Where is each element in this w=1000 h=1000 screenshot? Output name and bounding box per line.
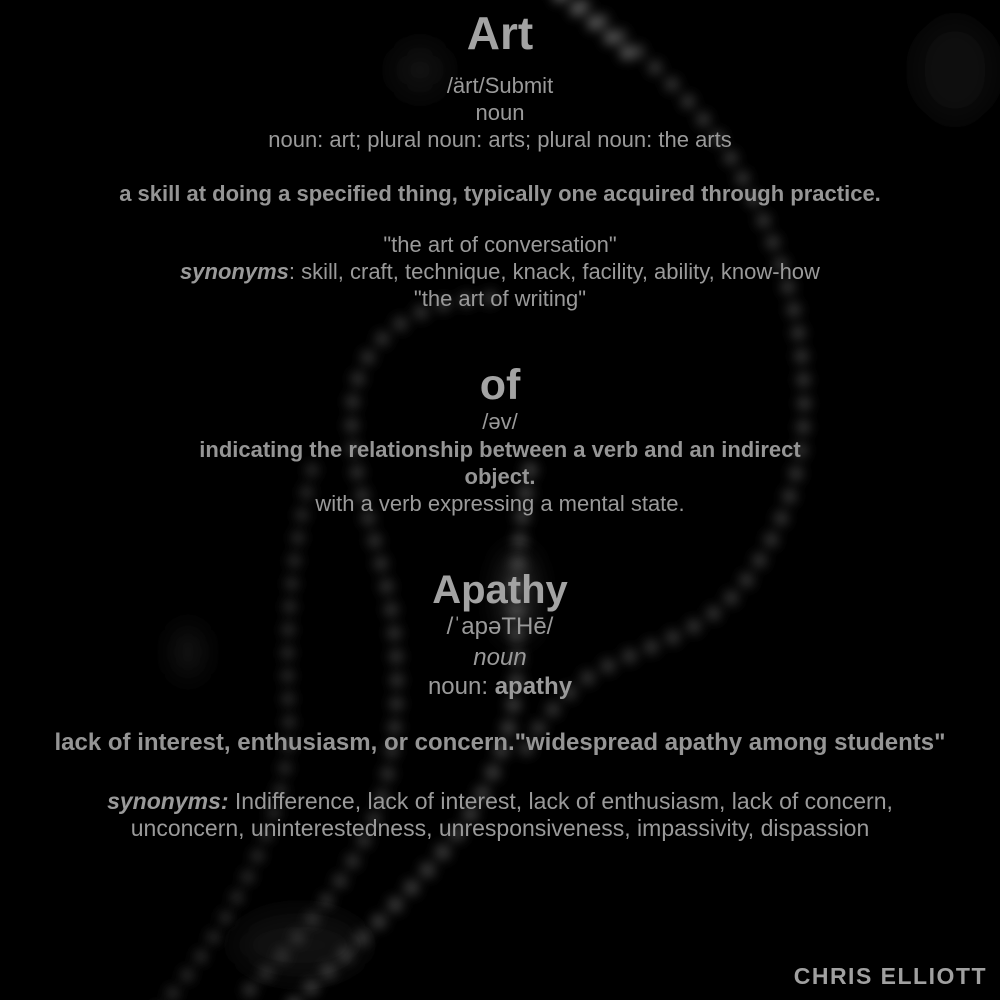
glow-blob xyxy=(235,913,365,977)
of-pronunciation: /əv/ xyxy=(482,409,518,434)
of-note: with a verb expressing a mental state. xyxy=(315,491,685,516)
art-synonyms-list: : skill, craft, technique, knack, facility, ability, know-how xyxy=(288,259,820,284)
art-title: Art xyxy=(466,7,534,59)
art-synonyms-label: synonyms xyxy=(180,259,289,284)
apathy-noun-value: apathy xyxy=(494,673,573,700)
apathy-noun-label: noun: xyxy=(427,673,495,700)
apathy-part-of-speech: noun xyxy=(473,644,527,671)
apathy-synonyms-line-2: unconcern, uninterestedness, unresponsiveness, impassivity, dispassion xyxy=(130,815,870,841)
art-pronunciation: /ärt/Submit xyxy=(446,73,554,98)
art-example-2: "the art of writing" xyxy=(413,286,587,311)
art-part-of-speech: noun xyxy=(475,100,525,125)
apathy-title: Apathy xyxy=(432,568,568,612)
of-definition-line-1: indicating the relationship between a verb and an indirect xyxy=(199,437,801,462)
artist-credit: CHRIS ELLIOTT xyxy=(793,963,987,989)
art-noun-forms: noun: art; plural noun: arts; plural noun: the arts xyxy=(268,127,732,152)
art-definition: a skill at doing a specified thing, typically one acquired through practice. xyxy=(119,181,881,206)
apathy-noun-line xyxy=(0,672,1000,702)
apathy-definition: lack of interest, enthusiasm, or concern."widespread apathy among students" xyxy=(54,729,946,756)
art-example-1: "the art of conversation" xyxy=(383,232,617,257)
apathy-pronunciation: /ˈapəTHē/ xyxy=(446,613,554,640)
apathy-synonyms-line-1 xyxy=(0,787,1000,816)
art-synonyms-line xyxy=(0,258,1000,286)
apathy-synonyms-label: synonyms: xyxy=(107,788,229,814)
apathy-synonyms-list-1: Indifference, lack of interest, lack of enthusiasm, lack of concern, xyxy=(228,788,893,814)
of-definition-line-2: object. xyxy=(464,464,536,489)
of-title: of xyxy=(479,361,521,409)
